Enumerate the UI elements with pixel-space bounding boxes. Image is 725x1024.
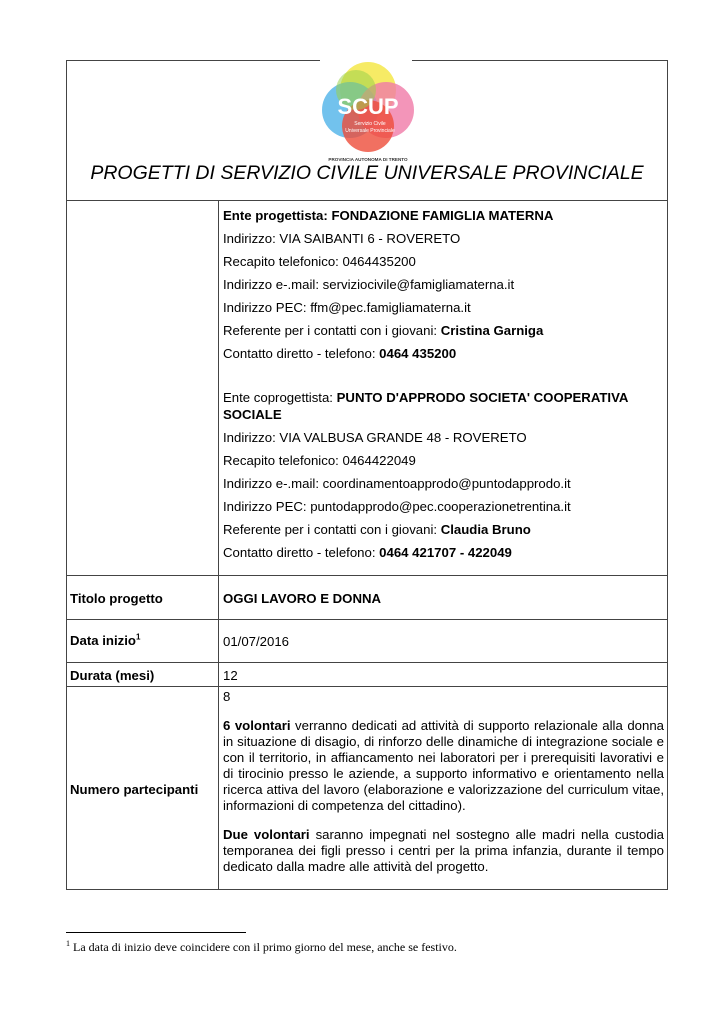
- scup-logo: [316, 58, 420, 164]
- footnote-ref: 1: [135, 632, 141, 642]
- divider: [66, 200, 668, 201]
- durata-value: 12: [223, 668, 238, 683]
- partecipanti-paragraph-2: Due volontari saranno impegnati nel sostegno alle madri nella custodia temporanea dei figli presso i centri per la prima infanzia, durante il tempo dedicato dalla madre alle attività del progetto.: [223, 827, 664, 874]
- coente-address: Indirizzo: VIA VALBUSA GRANDE 48 - ROVERETO: [223, 430, 527, 445]
- data-inizio-label: Data inizio$^1$: [70, 632, 141, 648]
- logo-wordmark: SCUP: [337, 94, 399, 119]
- ente-address: Indirizzo: VIA SAIBANTI 6 - ROVERETO: [223, 231, 461, 246]
- divider: [66, 686, 668, 687]
- ente-line: Ente progettista: FONDAZIONE FAMIGLIA MATERNA: [223, 208, 554, 223]
- divider: [66, 575, 668, 576]
- titolo-label: Titolo progetto: [70, 591, 163, 606]
- page-title: PROGETTI DI SERVIZIO CIVILE UNIVERSALE PROVINCIALE: [90, 162, 644, 184]
- logo-org: PROVINCIA AUTONOMA DI TRENTO: [328, 157, 408, 162]
- durata-label: Durata (mesi): [70, 668, 155, 683]
- partecipanti-count: 8: [223, 689, 231, 704]
- data-inizio-value: 01/07/2016: [223, 634, 290, 649]
- divider: [66, 662, 668, 663]
- ente-pec: Indirizzo PEC: ffm@pec.famigliamaterna.it: [223, 300, 471, 315]
- partecipanti-label: Numero partecipanti: [70, 782, 199, 797]
- coente-email: Indirizzo e-.mail: coordinamentoapprodo@puntodapprodo.it: [223, 476, 571, 491]
- coente-line: Ente coprogettista: PUNTO D'APPRODO SOCIETA' COOPERATIVA: [223, 390, 629, 405]
- coente-contact: Contatto diretto - telefono: 0464 421707 - 422049: [223, 545, 512, 560]
- partecipanti-paragraph-1: 6 volontari verranno dedicati ad attività di supporto relazionale alla donna in situazione di disagio, di rinforzo delle dinamiche di integrazione sociale e con il territorio, in affiancamento nei laboratori per i prerequisiti lavorativi e di tirocinio presso le aziende, a supporto informativo e orientamento nella ricerca attiva del lavoro (elaborazione e valorizzazione del curriculum vitae, informazioni di competenza del cittadino).: [223, 718, 665, 813]
- coente-line-2: SOCIALE: [223, 407, 282, 422]
- logo-subtitle-2: Universale Provinciale: [345, 128, 395, 134]
- ente-phone: Recapito telefonico: 0464435200: [223, 254, 416, 269]
- ente-email: Indirizzo e-.mail: serviziocivile@famigliamaterna.it: [223, 277, 515, 292]
- titolo-value: OGGI LAVORO E DONNA: [223, 591, 382, 606]
- logo-subtitle-1: Servizio Civile: [354, 121, 386, 127]
- coente-referent: Referente per i contatti con i giovani: Claudia Bruno: [223, 522, 531, 537]
- column-divider: [218, 200, 219, 890]
- coente-pec: Indirizzo PEC: puntodapprodo@pec.cooperazionetrentina.it: [223, 499, 571, 514]
- ente-contact: Contatto diretto - telefono: 0464 435200: [223, 346, 457, 361]
- footnote: $^1$ La data di inizio deve coincidere con il primo giorno del mese, anche se festivo.: [66, 939, 457, 954]
- divider: [66, 619, 668, 620]
- ente-info: [223, 207, 663, 567]
- ente-referent: Referente per i contatti con i giovani: Cristina Garniga: [223, 323, 544, 338]
- footnote-rule: [66, 932, 246, 933]
- coente-phone: Recapito telefonico: 0464422049: [223, 453, 416, 468]
